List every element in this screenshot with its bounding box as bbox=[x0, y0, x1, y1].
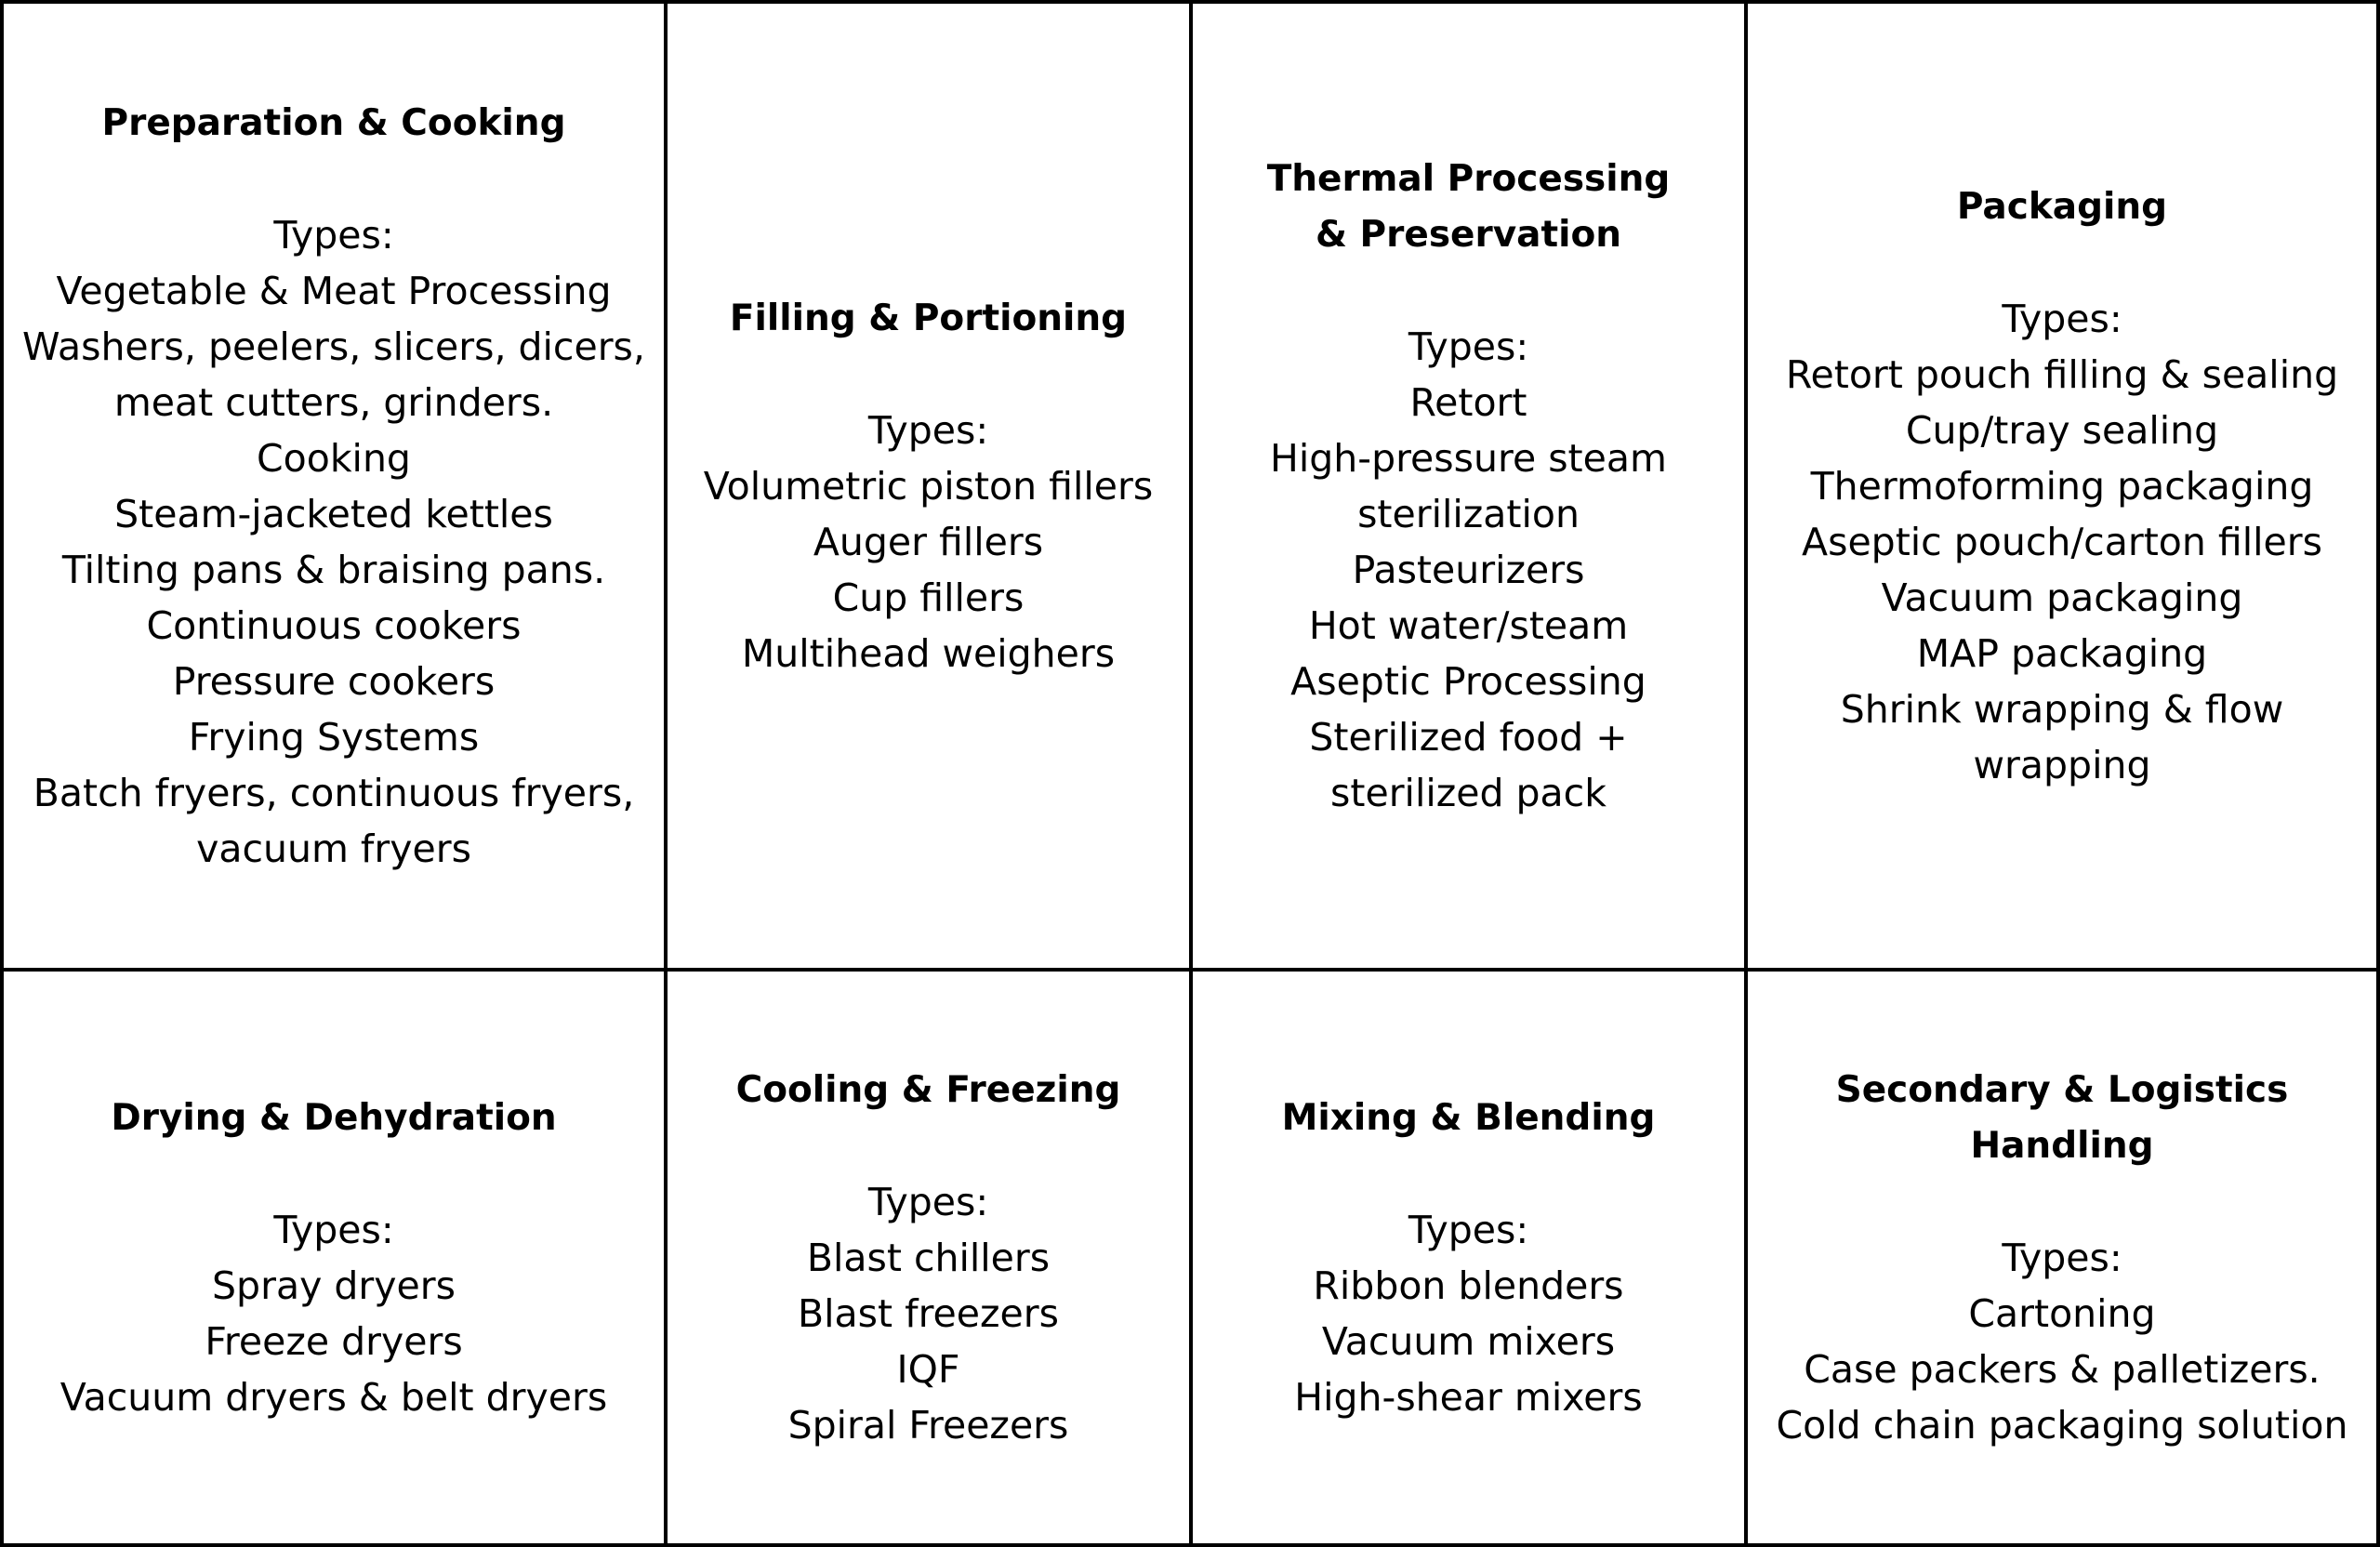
type-item: Blast freezers bbox=[798, 1290, 1059, 1336]
type-item: Cup fillers bbox=[832, 575, 1025, 620]
cell-title: Cooling & Freezing bbox=[735, 1068, 1121, 1111]
type-item: Vacuum dryers & belt dryers bbox=[60, 1374, 608, 1420]
type-item: Cold chain packaging solution bbox=[1776, 1402, 2348, 1448]
table-cell-preparation-cooking bbox=[0, 0, 664, 968]
types-label: Types: bbox=[273, 1207, 394, 1252]
type-item: Case packers & palletizers. bbox=[1804, 1346, 2320, 1392]
type-item: Volumetric piston fillers bbox=[703, 463, 1154, 509]
type-item: Pressure cookers bbox=[172, 658, 496, 704]
types-label: Types: bbox=[1408, 324, 1529, 369]
type-item: Frying Systems bbox=[188, 714, 480, 760]
type-list bbox=[18, 263, 650, 877]
type-item: Multihead weighers bbox=[741, 630, 1116, 676]
type-item: IQF bbox=[896, 1346, 960, 1392]
type-item: Vegetable & Meat Processing bbox=[56, 268, 612, 313]
type-item: High-pressure steam sterilization bbox=[1270, 435, 1667, 536]
type-list bbox=[1777, 1286, 2348, 1453]
type-item: Freeze dryers bbox=[205, 1318, 463, 1364]
cell-title: Drying & Dehydration bbox=[111, 1096, 557, 1139]
type-item: Aseptic Processing bbox=[1290, 658, 1646, 704]
cell-title: Filling & Portioning bbox=[729, 297, 1128, 339]
cell-title: Thermal Processing & Preservation bbox=[1266, 157, 1671, 256]
type-item: Batch fryers, continuous fryers, vacuum fryers bbox=[33, 770, 635, 871]
table-cell-mixing-blending bbox=[1189, 968, 1744, 1547]
type-item: Blast chillers bbox=[806, 1235, 1051, 1280]
type-item: High-shear mixers bbox=[1294, 1374, 1643, 1420]
type-list bbox=[1783, 347, 2341, 793]
type-item: Steam-jacketed kettles bbox=[114, 491, 553, 536]
type-item: Thermoforming packaging bbox=[1810, 463, 2314, 509]
type-item: Retort pouch filling & sealing bbox=[1785, 351, 2339, 397]
type-list bbox=[704, 458, 1153, 681]
type-item: Sterilized food + sterilized pack bbox=[1309, 714, 1628, 815]
type-item: Auger fillers bbox=[813, 519, 1044, 564]
types-label: Types: bbox=[273, 212, 394, 258]
type-item: Hot water/steam bbox=[1308, 602, 1629, 648]
type-item: Cartoning bbox=[1968, 1290, 2156, 1336]
type-item: Vacuum mixers bbox=[1321, 1318, 1616, 1364]
type-item: Spray dryers bbox=[212, 1263, 456, 1308]
table-cell-packaging bbox=[1744, 0, 2380, 968]
type-item: Retort bbox=[1409, 379, 1527, 425]
table-cell-secondary-logistics bbox=[1744, 968, 2380, 1547]
type-list bbox=[1227, 375, 1711, 821]
type-item: Pasteurizers bbox=[1352, 547, 1585, 592]
type-item: Aseptic pouch/carton fillers bbox=[1802, 519, 2322, 564]
types-label: Types: bbox=[867, 1179, 989, 1224]
type-item: Shrink wrapping & flow wrapping bbox=[1840, 686, 2284, 787]
cell-title: Preparation & Cooking bbox=[101, 101, 566, 144]
type-item: Tilting pans & braising pans. bbox=[61, 547, 606, 592]
type-list bbox=[788, 1230, 1069, 1453]
table-cell-thermal-processing bbox=[1189, 0, 1744, 968]
type-item: Continuous cookers bbox=[146, 602, 522, 648]
type-item: Ribbon blenders bbox=[1313, 1263, 1624, 1308]
cell-title: Secondary & Logistics Handling bbox=[1835, 1068, 2289, 1167]
table-cell-cooling-freezing bbox=[664, 968, 1189, 1547]
types-label: Types: bbox=[2002, 296, 2122, 341]
type-list bbox=[60, 1258, 607, 1425]
type-item: Washers, peelers, slicers, dicers, meat cutters, grinders. bbox=[22, 324, 645, 425]
type-item: Spiral Freezers bbox=[787, 1402, 1069, 1448]
table-cell-drying-dehydration bbox=[0, 968, 664, 1547]
cell-title: Mixing & Blending bbox=[1281, 1096, 1656, 1139]
type-item: Cup/tray sealing bbox=[1905, 407, 2219, 453]
type-list bbox=[1294, 1258, 1642, 1425]
types-label: Types: bbox=[867, 407, 989, 453]
type-item: Cooking bbox=[257, 435, 411, 481]
table-cell-filling-portioning bbox=[664, 0, 1189, 968]
type-item: MAP packaging bbox=[1916, 630, 2208, 676]
types-label: Types: bbox=[1408, 1207, 1529, 1252]
types-label: Types: bbox=[2002, 1235, 2122, 1280]
cell-title: Packaging bbox=[1956, 185, 2168, 228]
type-item: Vacuum packaging bbox=[1881, 575, 2243, 620]
